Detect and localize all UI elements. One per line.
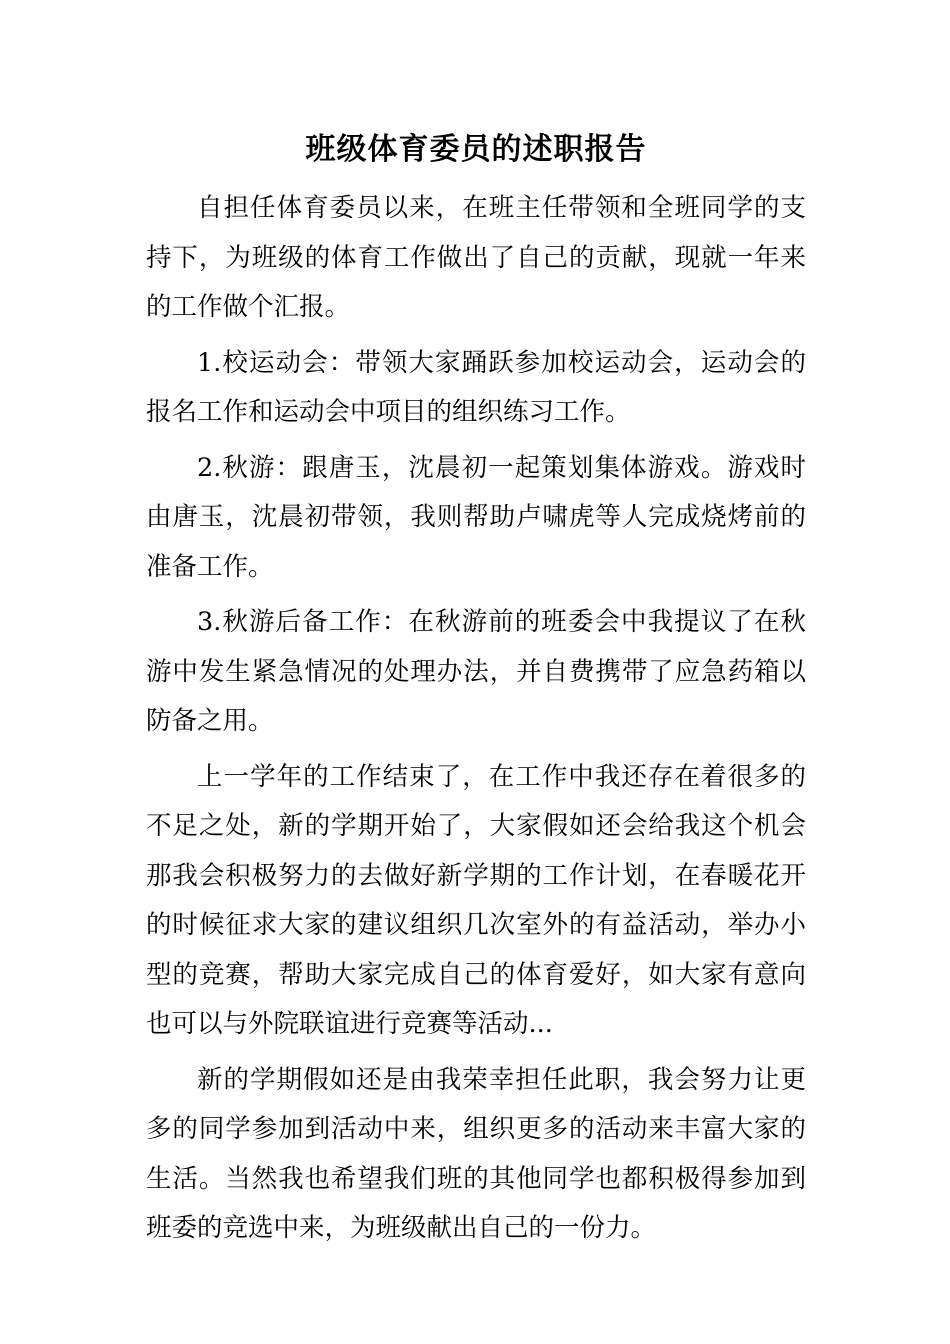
paragraph-item-2: 2.秋游：跟唐玉，沈晨初一起策划集体游戏。游戏时由唐玉，沈晨初带领，我则帮助卢啸虎等人完成烧烤前的准备工作。 bbox=[146, 452, 806, 582]
paragraph-closing: 新的学期假如还是由我荣幸担任此职，我会努力让更多的同学参加到活动中来，组织更多的活动来丰富大家的生活。当然我也希望我们班的其他同学也都积极得参加到班委的竞选中来，为班级献出自己的一份力。 bbox=[146, 1064, 806, 1243]
paragraph-review: 上一学年的工作结束了，在工作中我还存在着很多的不足之处，新的学期开始了，大家假如还会给我这个机会那我会积极努力的去做好新学期的工作计划，在春暖花开的时候征求大家的建议组织几次室外的有益活动，举办小型的竞赛，帮助大家完成自己的体育爱好，如大家有意向也可以与外院联谊进行竞赛等活动... bbox=[146, 761, 806, 1039]
paragraph-intro: 自担任体育委员以来，在班主任带领和全班同学的支持下，为班级的体育工作做出了自己的贡献，现就一年来的工作做个汇报。 bbox=[146, 193, 806, 322]
paragraph-item-3: 3.秋游后备工作：在秋游前的班委会中我提议了在秋游中发生紧急情况的处理办法，并自费携带了应急药箱以防备之用。 bbox=[146, 607, 806, 736]
paragraph-item-1: 1.校运动会：带领大家踊跃参加校运动会，运动会的报名工作和运动会中项目的组织练习工作。 bbox=[146, 347, 806, 427]
document-page bbox=[146, 128, 806, 1260]
document-title: 班级体育委员的述职报告 bbox=[305, 132, 647, 167]
